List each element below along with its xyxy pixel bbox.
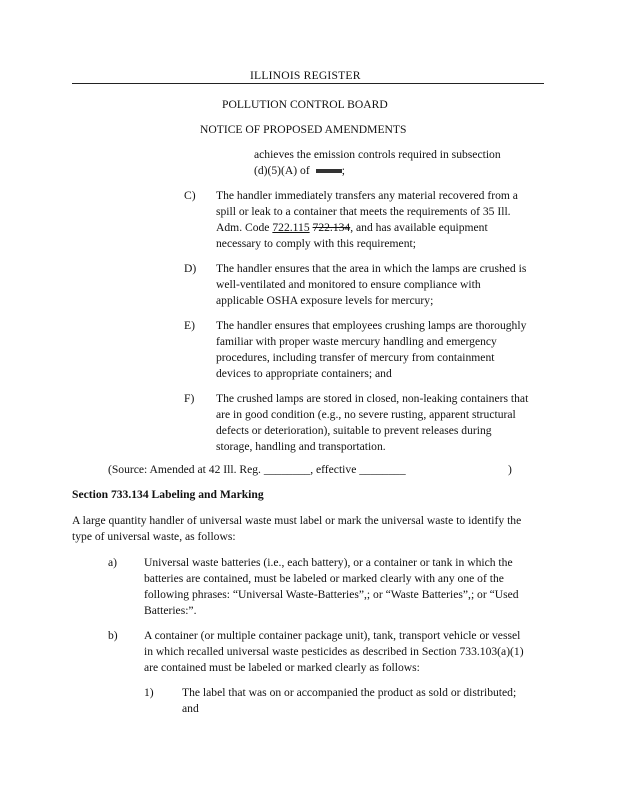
continuation-line-2: (d)(5)(A) of ; bbox=[254, 164, 345, 177]
item-e-line-2: familiar with proper waste mercury handling and emergency bbox=[216, 335, 497, 348]
item-d-line-1: The handler ensures that the area in which the lamps are crushed is bbox=[216, 262, 527, 275]
scan-smudge bbox=[316, 169, 342, 173]
item-a-line-1: Universal waste batteries (i.e., each battery), or a container or tank in which the bbox=[144, 556, 513, 569]
item-e-line-4: devices to appropriate containers; and bbox=[216, 367, 392, 380]
citation-old: 722.134 bbox=[312, 221, 351, 234]
citation-new: 722.115 bbox=[272, 221, 310, 234]
item-d-line-3: applicable OSHA exposure levels for mercury; bbox=[216, 294, 434, 307]
item-a-label: a) bbox=[108, 556, 118, 569]
item-c-line-3: Adm. Code 722.115 722.134, and has available equipment bbox=[216, 221, 488, 234]
item-b-line-2: in which recalled universal waste pesticides as described in Section 733.103(a)(1) bbox=[144, 645, 524, 658]
notice-title: NOTICE OF PROPOSED AMENDMENTS bbox=[200, 123, 407, 136]
section-intro-line-2: type of universal waste, as follows: bbox=[72, 530, 236, 543]
item-f-label: F) bbox=[184, 392, 195, 405]
header-rule bbox=[72, 83, 544, 84]
item-f-line-3: defects or deterioration), suitable to prevent releases during bbox=[216, 424, 492, 437]
item-a-line-3: following phrases: “Universal Waste-Batteries”,; or “Waste Batteries”,; or “Used bbox=[144, 588, 519, 601]
item-b-line-3: are contained must be labeled or marked clearly as follows: bbox=[144, 661, 420, 674]
source-note-close: ) bbox=[508, 463, 512, 476]
item-c-label: C) bbox=[184, 189, 196, 202]
item-b1-line-1: The label that was on or accompanied the product as sold or distributed; bbox=[182, 686, 517, 699]
item-c-line-2: spill or leak to a container that meets the requirements of 35 Ill. bbox=[216, 205, 511, 218]
item-f-line-2: are in good condition (e.g., no severe rusting, apparent structural bbox=[216, 408, 516, 421]
item-a-line-2: batteries are contained, must be labeled or marked clearly with any one of the bbox=[144, 572, 504, 585]
item-e-label: E) bbox=[184, 319, 195, 332]
item-b-label: b) bbox=[108, 629, 118, 642]
continuation-line-1: achieves the emission controls required in subsection bbox=[254, 148, 501, 161]
section-intro-line-1: A large quantity handler of universal waste must label or mark the universal waste to identify the bbox=[72, 514, 522, 527]
item-d-line-2: well-ventilated and monitored to ensure compliance with bbox=[216, 278, 481, 291]
item-f-line-4: storage, handling and transportation. bbox=[216, 440, 386, 453]
item-f-line-1: The crushed lamps are stored in closed, non-leaking containers that bbox=[216, 392, 529, 405]
item-a-line-4: Batteries:”. bbox=[144, 604, 197, 617]
board-title: POLLUTION CONTROL BOARD bbox=[222, 98, 388, 111]
section-heading: Section 733.134 Labeling and Marking bbox=[72, 488, 264, 501]
source-note: (Source: Amended at 42 Ill. Reg. ________, effective ________ bbox=[108, 463, 406, 476]
item-b1-line-2: and bbox=[182, 702, 199, 715]
item-e-line-1: The handler ensures that employees crushing lamps are thoroughly bbox=[216, 319, 527, 332]
register-title: ILLINOIS REGISTER bbox=[250, 69, 361, 82]
item-b-line-1: A container (or multiple container package unit), tank, transport vehicle or vessel bbox=[144, 629, 521, 642]
item-c-line-1: The handler immediately transfers any material recovered from a bbox=[216, 189, 518, 202]
item-d-label: D) bbox=[184, 262, 197, 275]
item-e-line-3: procedures, including transfer of mercury from containment bbox=[216, 351, 495, 364]
item-c-line-4: necessary to comply with this requirement; bbox=[216, 237, 416, 250]
item-b1-label: 1) bbox=[144, 686, 154, 699]
